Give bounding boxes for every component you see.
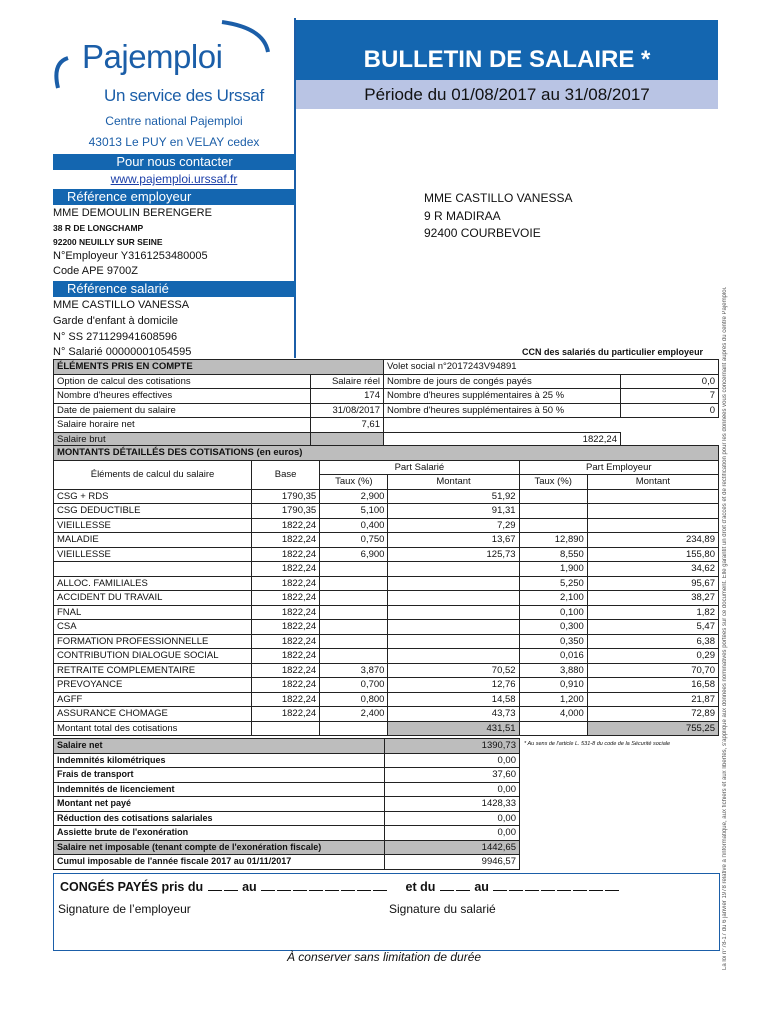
cotisation-label: VIEILLESSE <box>54 518 252 533</box>
date-end-1[interactable] <box>260 880 388 894</box>
cotisation-taux-salarie: 5,100 <box>320 504 388 519</box>
total-employeur: 755,25 <box>587 721 718 736</box>
total-spacer <box>320 721 388 736</box>
cotisation-base: 1822,24 <box>252 663 320 678</box>
cotisation-base: 1790,35 <box>252 489 320 504</box>
element-label: Option de calcul des cotisations <box>54 374 311 389</box>
net-value: 1428,33 <box>385 797 520 812</box>
cotisation-label: ACCIDENT DU TRAVAIL <box>54 591 252 606</box>
cotisation-row <box>54 620 719 635</box>
element-right-value: 0 <box>621 403 719 418</box>
cotisation-montant-employeur <box>587 518 718 533</box>
employer-ape: Code APE 9700Z <box>53 265 139 277</box>
net-value: 0,00 <box>385 811 520 826</box>
employee-section-bar: Référence salarié <box>53 281 296 297</box>
cotisation-taux-salarie <box>320 562 388 577</box>
cotisation-label: CSA <box>54 620 252 635</box>
cotisation-row <box>54 547 719 562</box>
cotisation-montant-employeur: 95,67 <box>587 576 718 591</box>
recipient-street: 9 R MADIRAA <box>424 209 501 223</box>
element-label: Salaire horaire net <box>54 418 311 433</box>
element-value: 7,61 <box>311 418 384 433</box>
cotisation-montant-employeur <box>587 489 718 504</box>
net-row <box>54 855 520 870</box>
cotisation-taux-salarie: 6,900 <box>320 547 388 562</box>
cotisation-row <box>54 562 719 577</box>
element-value: 31/08/2017 <box>311 403 384 418</box>
element-label: Nombre d'heures effectives <box>54 389 311 404</box>
contact-bar: Pour nous contacter <box>53 154 296 170</box>
employee-ss: N° SS 271129941608596 <box>53 331 178 343</box>
cotisation-row <box>54 533 719 548</box>
date-start-2[interactable] <box>439 880 471 894</box>
net-row <box>54 811 520 826</box>
cotisation-label: FORMATION PROFESSIONNELLE <box>54 634 252 649</box>
net-value: 9946,57 <box>385 855 520 870</box>
cotisation-taux-salarie: 3,870 <box>320 663 388 678</box>
employer-street: 38 R DE LONGCHAMP <box>53 223 144 233</box>
conges-et-du: et du <box>405 880 436 894</box>
cotisation-row <box>54 663 719 678</box>
net-row <box>54 840 520 855</box>
net-label: Frais de transport <box>54 768 385 783</box>
ccn-label: CCN des salariés du particulier employeur <box>522 347 704 357</box>
cotisation-label: MALADIE <box>54 533 252 548</box>
cotisation-taux-salarie <box>320 576 388 591</box>
net-label: Indemnités de licenciement <box>54 782 385 797</box>
cotisation-base: 1822,24 <box>252 620 320 635</box>
cotisation-label: ALLOC. FAMILIALES <box>54 576 252 591</box>
cotisation-row <box>54 692 719 707</box>
net-label: Indemnités kilométriques <box>54 753 385 768</box>
cotisation-taux-salarie: 0,700 <box>320 678 388 693</box>
net-label: Réduction des cotisations salariales <box>54 811 385 826</box>
element-right-label: Nombre de jours de congés payés <box>384 374 621 389</box>
cotisation-montant-employeur: 70,70 <box>587 663 718 678</box>
cotisation-taux-salarie: 2,400 <box>320 707 388 722</box>
cotisation-row <box>54 605 719 620</box>
cotisation-montant-salarie <box>388 620 519 635</box>
cotisation-row <box>54 576 719 591</box>
center-city: 43013 Le PUY en VELAY cedex <box>88 135 260 149</box>
cotisation-label: PREVOYANCE <box>54 678 252 693</box>
employee-job: Garde d'enfant à domicile <box>53 315 179 327</box>
cotisation-montant-salarie <box>388 649 519 664</box>
net-note: * Au sens de l'article L. 531-8 du code de la Sécurité sociale <box>524 741 671 747</box>
employer-section-bar: Référence employeur <box>53 189 296 205</box>
cotisation-label: VIEILLESSE <box>54 547 252 562</box>
cotisation-montant-salarie: 7,29 <box>388 518 519 533</box>
cotisation-base: 1822,24 <box>252 678 320 693</box>
net-value: 0,00 <box>385 753 520 768</box>
cotisation-taux-employeur: 4,000 <box>519 707 587 722</box>
total-label: Montant total des cotisations <box>54 721 252 736</box>
cotisation-taux-employeur: 12,890 <box>519 533 587 548</box>
cotisation-montant-salarie: 13,67 <box>388 533 519 548</box>
total-salarie: 431,51 <box>388 721 519 736</box>
net-row <box>54 739 520 754</box>
logo-subtitle: Un service des Urssaf <box>104 86 264 105</box>
net-label: Assiette brute de l'exonération <box>54 826 385 841</box>
cotisation-montant-employeur: 0,29 <box>587 649 718 664</box>
col-montant-employeur: Montant <box>587 475 718 490</box>
cotisation-montant-employeur: 72,89 <box>587 707 718 722</box>
cotisation-taux-salarie: 0,750 <box>320 533 388 548</box>
legal-side-note: La loi n°78-17 du 6 janvier 1978 relative à l'informatique, aux fichiers et aux libertés, s'applique aux données nominatives portées sur ce document. Elle garantit un droit d'accès et de rectification pour les données vous concernant auprès du centre Pajemploi. <box>722 286 728 970</box>
employer-number: N°Employeur Y3161253480005 <box>53 250 208 262</box>
col-element: Éléments de calcul du salaire <box>54 460 252 489</box>
cotisation-taux-employeur: 2,100 <box>519 591 587 606</box>
cotisation-taux-salarie <box>320 634 388 649</box>
cotisation-montant-employeur: 1,82 <box>587 605 718 620</box>
cotisation-base: 1822,24 <box>252 576 320 591</box>
cotisation-taux-employeur <box>519 504 587 519</box>
elements-row <box>54 403 719 418</box>
net-row <box>54 826 520 841</box>
elements-table <box>53 359 719 447</box>
cotisation-montant-employeur: 5,47 <box>587 620 718 635</box>
salaire-brut-label: Salaire brut <box>54 432 311 447</box>
net-row <box>54 782 520 797</box>
elements-row <box>54 374 719 389</box>
element-value: Salaire réel <box>311 374 384 389</box>
cotisation-taux-employeur: 0,016 <box>519 649 587 664</box>
cotisation-montant-salarie: 125,73 <box>388 547 519 562</box>
col-taux-employeur: Taux (%) <box>519 475 587 490</box>
cotisations-table <box>53 445 719 736</box>
cotisation-base: 1790,35 <box>252 504 320 519</box>
cotisation-montant-salarie: 43,73 <box>388 707 519 722</box>
net-label: Salaire net <box>54 739 385 754</box>
cotisation-base: 1822,24 <box>252 605 320 620</box>
cotisation-label: AGFF <box>54 692 252 707</box>
cotisation-montant-employeur <box>587 504 718 519</box>
net-value: 37,60 <box>385 768 520 783</box>
element-label: Date de paiement du salaire <box>54 403 311 418</box>
cotisation-taux-employeur: 0,350 <box>519 634 587 649</box>
elements-row <box>54 418 719 433</box>
period: Période du 01/08/2017 au 31/08/2017 <box>296 80 718 109</box>
element-right-value: 0,0 <box>621 374 719 389</box>
cotisation-taux-salarie <box>320 605 388 620</box>
cotisation-row <box>54 489 719 504</box>
net-label: Salaire net imposable (tenant compte de l'exonération fiscale) <box>54 840 385 855</box>
net-row <box>54 768 520 783</box>
element-value: 174 <box>311 389 384 404</box>
cotisation-taux-employeur: 5,250 <box>519 576 587 591</box>
cotisation-montant-employeur: 34,62 <box>587 562 718 577</box>
conges-pris-du: pris du <box>161 880 204 894</box>
cotisation-montant-salarie: 91,31 <box>388 504 519 519</box>
cotisation-taux-employeur: 0,910 <box>519 678 587 693</box>
cotisation-taux-salarie <box>320 591 388 606</box>
cotisation-row <box>54 707 719 722</box>
net-row <box>54 753 520 768</box>
employer-name: MME DEMOULIN BERENGERE <box>53 207 212 219</box>
cotisation-montant-salarie: 51,92 <box>388 489 519 504</box>
empty-cell <box>384 418 719 433</box>
conges-line <box>60 880 620 894</box>
cotisation-taux-salarie <box>320 649 388 664</box>
cotisation-base: 1822,24 <box>252 634 320 649</box>
recipient-name: MME CASTILLO VANESSA <box>424 191 573 205</box>
cotisation-montant-salarie: 70,52 <box>388 663 519 678</box>
col-part-salarie: Part Salarié <box>320 460 519 475</box>
cotisation-taux-salarie <box>320 620 388 635</box>
cotisation-taux-employeur: 1,200 <box>519 692 587 707</box>
date-start-1[interactable] <box>207 880 239 894</box>
cotisation-taux-salarie: 0,400 <box>320 518 388 533</box>
conges-title: CONGÉS PAYÉS <box>60 880 158 894</box>
cotisation-base: 1822,24 <box>252 518 320 533</box>
total-spacer <box>519 721 587 736</box>
cotisation-label: CSG DEDUCTIBLE <box>54 504 252 519</box>
cotisation-row <box>54 591 719 606</box>
recipient-city: 92400 COURBEVOIE <box>424 226 541 240</box>
cotisation-base: 1822,24 <box>252 547 320 562</box>
total-spacer <box>252 721 320 736</box>
cotisation-montant-employeur: 234,89 <box>587 533 718 548</box>
cotisation-montant-employeur: 155,80 <box>587 547 718 562</box>
cotisation-montant-salarie: 14,58 <box>388 692 519 707</box>
cotisation-taux-employeur: 0,300 <box>519 620 587 635</box>
signature-salarie: Signature du salarié <box>389 902 496 916</box>
website-link[interactable]: www.pajemploi.urssaf.fr <box>110 172 238 186</box>
cotisation-montant-salarie: 12,76 <box>388 678 519 693</box>
logo-name: Pajemploi <box>82 38 223 75</box>
net-row <box>54 797 520 812</box>
net-value: 1390,73 <box>385 739 520 754</box>
col-montant-salarie: Montant <box>388 475 519 490</box>
volet-social: Volet social n°2017243V94891 <box>384 360 719 375</box>
cotisation-row <box>54 634 719 649</box>
page-title <box>296 20 718 80</box>
cotisation-montant-salarie <box>388 605 519 620</box>
conges-au-2: au <box>474 880 489 894</box>
employee-number: N° Salarié 00000001054595 <box>53 346 192 358</box>
cotisation-label: CSG + RDS <box>54 489 252 504</box>
cotisation-taux-employeur: 1,900 <box>519 562 587 577</box>
cotisation-taux-salarie: 2,900 <box>320 489 388 504</box>
cotisation-label: CONTRIBUTION DIALOGUE SOCIAL <box>54 649 252 664</box>
cotisation-montant-salarie <box>388 591 519 606</box>
cotisation-row <box>54 678 719 693</box>
cotisation-label: ASSURANCE CHOMAGE <box>54 707 252 722</box>
cotisation-montant-employeur: 38,27 <box>587 591 718 606</box>
salaire-brut-value: 1822,24 <box>384 432 621 447</box>
element-right-label: Nombre d'heures supplémentaires à 50 % <box>384 403 621 418</box>
total-row <box>54 721 719 736</box>
elements-header: ÉLÉMENTS PRIS EN COMPTE <box>54 360 384 375</box>
cotisation-base: 1822,24 <box>252 649 320 664</box>
net-value: 0,00 <box>385 782 520 797</box>
net-table <box>53 738 520 870</box>
cotisation-montant-employeur: 6,38 <box>587 634 718 649</box>
conges-au-1: au <box>242 880 257 894</box>
col-part-employeur: Part Employeur <box>519 460 718 475</box>
col-taux-salarie: Taux (%) <box>320 475 388 490</box>
footer-note: À conserver sans limitation de durée <box>286 950 482 964</box>
cotisation-row <box>54 518 719 533</box>
cotisation-base: 1822,24 <box>252 692 320 707</box>
employer-city: 92200 NEUILLY SUR SEINE <box>53 237 163 247</box>
signature-employeur: Signature de l’employeur <box>58 902 191 916</box>
center-name: Centre national Pajemploi <box>105 114 243 128</box>
col-base: Base <box>252 460 320 489</box>
cotisation-label: RETRAITE COMPLEMENTAIRE <box>54 663 252 678</box>
cotisation-taux-salarie: 0,800 <box>320 692 388 707</box>
cotisation-base: 1822,24 <box>252 533 320 548</box>
title-text: BULLETIN DE SALAIRE * <box>363 46 651 73</box>
net-value: 1442,65 <box>385 840 520 855</box>
element-right-label: Nombre d'heures supplémentaires à 25 % <box>384 389 621 404</box>
cotisation-montant-salarie <box>388 634 519 649</box>
net-label: Cumul imposable de l'année fiscale 2017 au 01/11/2017 <box>54 855 385 870</box>
cotisation-row <box>54 504 719 519</box>
cotisation-label <box>54 562 252 577</box>
net-value: 0,00 <box>385 826 520 841</box>
net-label: Montant net payé <box>54 797 385 812</box>
cotisation-base: 1822,24 <box>252 562 320 577</box>
cotisation-base: 1822,24 <box>252 707 320 722</box>
date-end-2[interactable] <box>492 880 620 894</box>
cotisation-taux-employeur <box>519 518 587 533</box>
elements-row <box>54 389 719 404</box>
employee-name: MME CASTILLO VANESSA <box>53 299 190 311</box>
cotisation-row <box>54 649 719 664</box>
cotisation-montant-salarie <box>388 562 519 577</box>
cotisation-taux-employeur: 3,880 <box>519 663 587 678</box>
cotisation-taux-employeur: 8,550 <box>519 547 587 562</box>
cotisation-montant-employeur: 21,87 <box>587 692 718 707</box>
cotisation-taux-employeur <box>519 489 587 504</box>
element-right-value: 7 <box>621 389 719 404</box>
cotisation-label: FNAL <box>54 605 252 620</box>
cotisation-montant-employeur: 16,58 <box>587 678 718 693</box>
cotisation-taux-employeur: 0,100 <box>519 605 587 620</box>
cotisations-title: MONTANTS DÉTAILLÉS DES COTISATIONS (en euros) <box>54 446 719 461</box>
cotisation-base: 1822,24 <box>252 591 320 606</box>
cotisation-montant-salarie <box>388 576 519 591</box>
